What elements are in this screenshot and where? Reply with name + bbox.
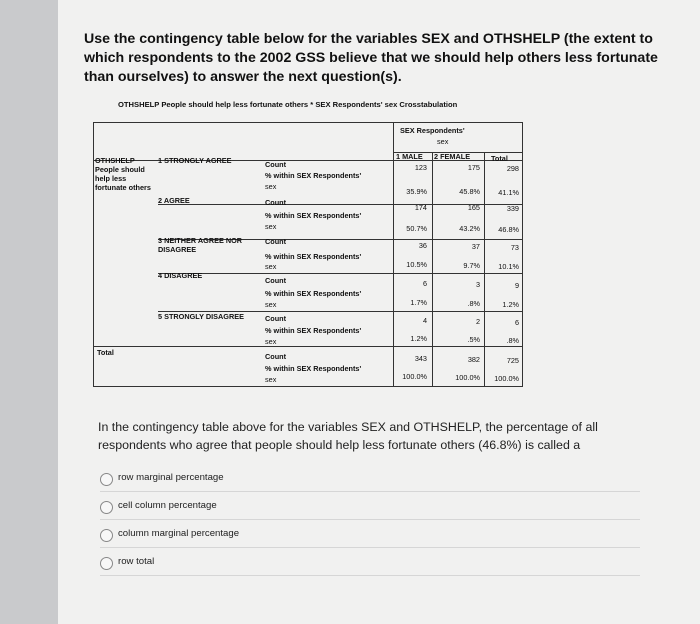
option-divider bbox=[100, 519, 640, 520]
table-bottom-border bbox=[93, 386, 523, 387]
radio-button-icon[interactable] bbox=[100, 557, 113, 570]
cell-pct: 9.7% bbox=[463, 261, 480, 270]
stat-pct-sex: sex bbox=[265, 222, 277, 231]
stat-pct: % within SEX Respondents' bbox=[265, 326, 362, 335]
cell-count: 123 bbox=[414, 163, 427, 172]
cell-pct: .5% bbox=[467, 335, 480, 344]
cell-count: 3 bbox=[475, 280, 480, 289]
cell-pct: .8% bbox=[467, 299, 480, 308]
cell-pct: 10.1% bbox=[498, 262, 519, 271]
stat-pct-sex: sex bbox=[265, 262, 277, 271]
row-divider-3 bbox=[158, 273, 523, 274]
row-variable-label: OTHSHELP People should help less fortunate others bbox=[95, 156, 151, 192]
header-total: Total bbox=[491, 154, 508, 163]
stat-pct-sex: sex bbox=[265, 375, 277, 384]
stat-pct: % within SEX Respondents' bbox=[265, 364, 362, 373]
row-label-neither: 3 NEITHER AGREE NOR DISAGREE bbox=[158, 236, 243, 254]
stat-count: Count bbox=[265, 314, 287, 323]
row-label-strongly-disagree: 5 STRONGLY DISAGREE bbox=[158, 312, 244, 321]
option-label: row marginal percentage bbox=[118, 472, 224, 483]
cell-count: 343 bbox=[414, 354, 427, 363]
stat-pct: % within SEX Respondents' bbox=[265, 211, 362, 220]
stat-count: Count bbox=[265, 160, 287, 169]
stat-pct: % within SEX Respondents' bbox=[265, 289, 362, 298]
stat-pct-sex: sex bbox=[265, 300, 277, 309]
cell-pct: .8% bbox=[506, 336, 519, 345]
cell-pct: 35.9% bbox=[406, 187, 427, 196]
stat-pct-sex: sex bbox=[265, 182, 277, 191]
cell-count: 165 bbox=[467, 203, 480, 212]
stat-pct-sex: sex bbox=[265, 337, 277, 346]
cell-count: 4 bbox=[422, 316, 427, 325]
stat-count: Count bbox=[265, 237, 287, 246]
cell-pct: 1.7% bbox=[410, 298, 427, 307]
header-male: 1 MALE bbox=[396, 152, 423, 161]
option-divider bbox=[100, 491, 640, 492]
cell-pct: 46.8% bbox=[498, 225, 519, 234]
crosstab-table bbox=[93, 116, 523, 386]
cell-pct: 100.0% bbox=[455, 373, 480, 382]
answer-option-4[interactable] bbox=[100, 554, 640, 576]
cell-pct: 1.2% bbox=[410, 334, 427, 343]
option-divider bbox=[100, 547, 640, 548]
total-divider bbox=[93, 346, 523, 347]
option-label: column marginal percentage bbox=[118, 528, 240, 539]
answer-option-3[interactable] bbox=[100, 526, 640, 548]
cell-count: 6 bbox=[514, 318, 519, 327]
col-divider-1 bbox=[393, 122, 394, 387]
row-label-disagree: 4 DISAGREE bbox=[158, 271, 203, 280]
left-margin bbox=[0, 0, 58, 624]
cell-count: 725 bbox=[506, 356, 519, 365]
option-label: cell column percentage bbox=[118, 500, 217, 511]
radio-button-icon[interactable] bbox=[100, 529, 113, 542]
table-top-border bbox=[93, 122, 523, 123]
cell-pct: 50.7% bbox=[406, 224, 427, 233]
option-label: row total bbox=[118, 556, 155, 567]
cell-pct: 43.2% bbox=[459, 224, 480, 233]
radio-button-icon[interactable] bbox=[100, 473, 113, 486]
table-title: OTHSHELP People should help less fortunate others * SEX Respondents' sex Crosstabulation bbox=[118, 100, 458, 109]
header-group: SEX Respondents' bbox=[400, 126, 465, 135]
stat-count: Count bbox=[265, 276, 287, 285]
cell-count: 9 bbox=[514, 281, 519, 290]
answer-option-1[interactable] bbox=[100, 470, 640, 492]
cell-pct: 100.0% bbox=[402, 372, 427, 381]
cell-pct: 45.8% bbox=[459, 187, 480, 196]
cell-pct: 41.1% bbox=[498, 188, 519, 197]
row-label-total: Total bbox=[97, 348, 114, 357]
stat-pct: % within SEX Respondents' bbox=[265, 252, 362, 261]
header-group-sex: sex bbox=[437, 137, 449, 146]
cell-count: 339 bbox=[506, 204, 519, 213]
cell-count: 175 bbox=[467, 163, 480, 172]
cell-count: 37 bbox=[471, 242, 480, 251]
cell-pct: 10.5% bbox=[406, 260, 427, 269]
cell-count: 6 bbox=[422, 279, 427, 288]
cell-pct: 100.0% bbox=[494, 374, 519, 383]
cell-count: 174 bbox=[414, 203, 427, 212]
question-prompt: In the contingency table above for the variables SEX and OTHSHELP, the percentage of all respondents who agree that people should help less fortunate others (46.8%) is called a bbox=[98, 420, 598, 452]
cell-count: 2 bbox=[475, 317, 480, 326]
cell-count: 298 bbox=[506, 164, 519, 173]
cell-pct: 1.2% bbox=[502, 300, 519, 309]
answer-option-2[interactable] bbox=[100, 498, 640, 520]
cell-count: 382 bbox=[467, 355, 480, 364]
table-right-border bbox=[522, 122, 523, 387]
radio-button-icon[interactable] bbox=[100, 501, 113, 514]
table-left-border bbox=[93, 122, 94, 387]
option-divider bbox=[100, 575, 640, 576]
cell-count: 36 bbox=[418, 241, 427, 250]
stat-pct: % within SEX Respondents' bbox=[265, 171, 362, 180]
cell-count: 73 bbox=[510, 243, 519, 252]
stat-count: Count bbox=[265, 198, 287, 207]
stat-count: Count bbox=[265, 352, 287, 361]
header-female: 2 FEMALE bbox=[434, 152, 471, 161]
question-intro: Use the contingency table below for the variables SEX and OTHSHELP (the extent to which respondents to the 2002 GSS believe that we should help others less fortunate than ourselves) to answer the next question(s). bbox=[84, 31, 658, 85]
row-label-agree: 2 AGREE bbox=[158, 196, 190, 205]
row-label-strongly-agree: 1 STRONGLY AGREE bbox=[158, 156, 232, 165]
